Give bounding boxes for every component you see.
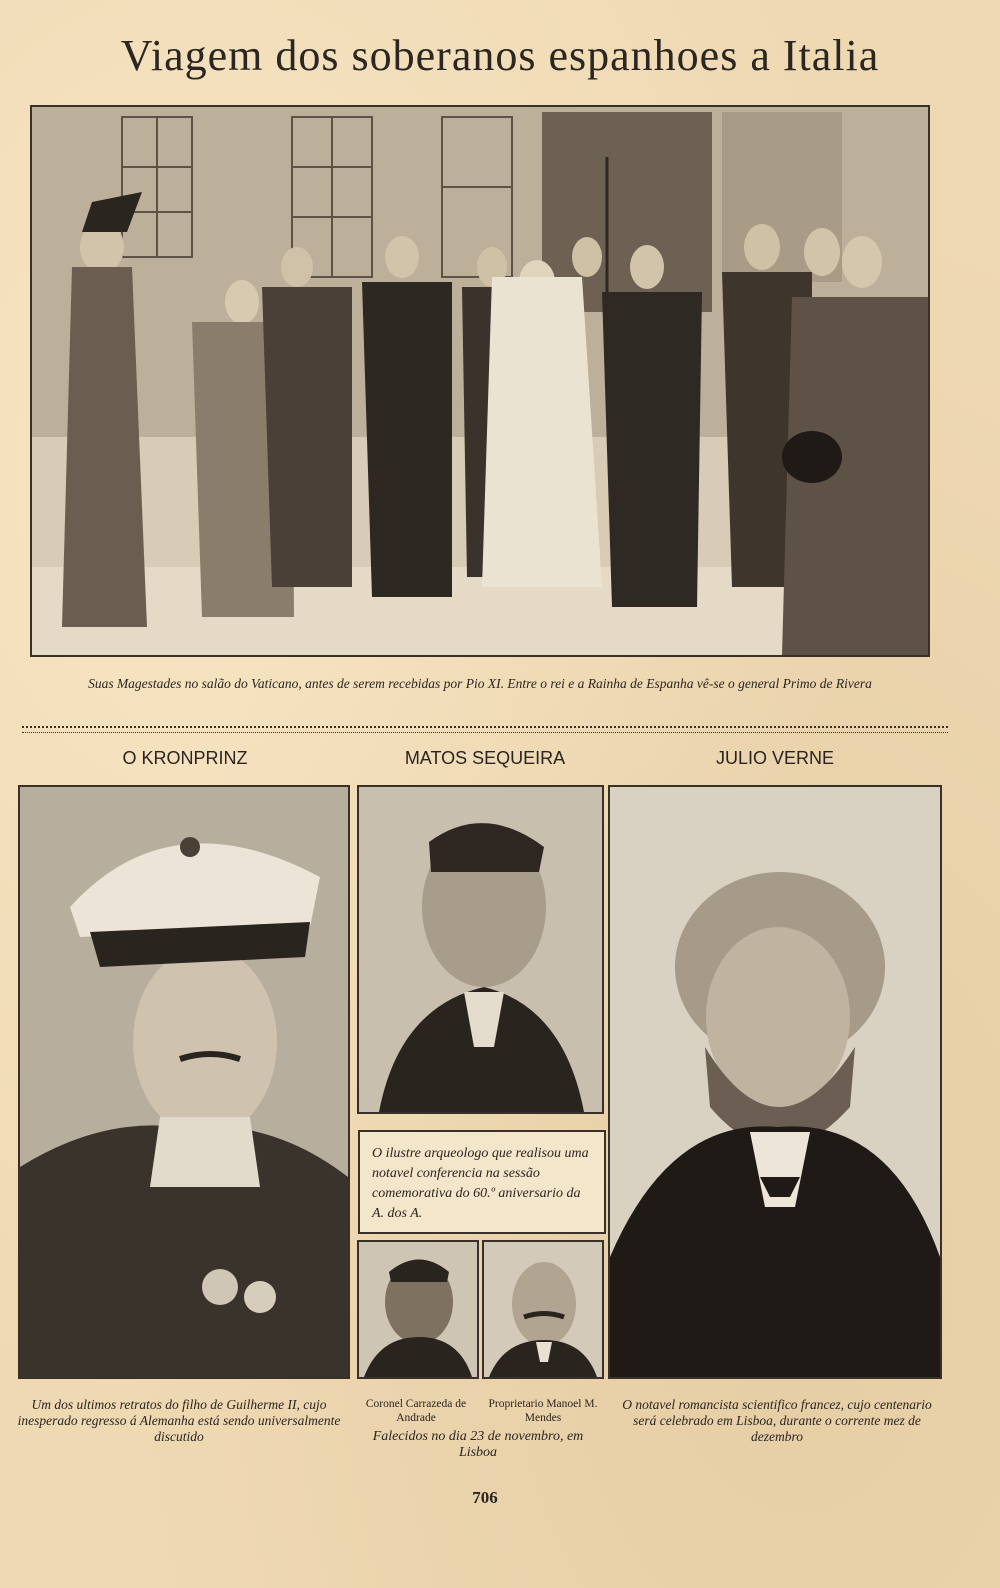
heading-julio-verne: JULIO VERNE [715,748,835,768]
section-divider [22,726,948,733]
heading-matos-sequeira: MATOS SEQUEIRA [404,748,566,768]
matos-sequeira-caption-box [358,1130,606,1234]
carrazeda-name: Coronel Carrazeda de Andrade [365,1398,467,1424]
matos-sequeira-caption: O ilustre arqueologo que realisou uma notavel conferencia na sessão comemorativa do 60.º aniversario da A. dos A. [372,1146,589,1221]
carrazeda-portrait [357,1240,479,1379]
kronprinz-portrait [18,785,350,1379]
top-photo-caption: Suas Magestades no salão do Vaticano, antes de serem recebidas por Pio XI. Entre o rei e a Rainha de Espanha vê-se o general Primo de Rivera [88,676,872,691]
julio-verne-caption: O notavel romancista scientifico francez, cujo centenario será celebrado em Lisboa, durante o corrente mez de dezembro [622,1397,932,1444]
mendes-portrait [482,1240,604,1379]
matos-sequeira-portrait [357,785,604,1114]
mendes-name: Proprietario Manoel M. Mendes [488,1398,598,1424]
kronprinz-caption: Um dos ultimos retratos do filho de Guilherme II, cujo inesperado regresso á Alemanha está sendo universalmente discutido [17,1397,341,1444]
page-number: 706 [472,1488,498,1507]
page-title: Viagem dos soberanos espanhoes a Italia [120,31,880,80]
heading-kronprinz: O KRONPRINZ [122,748,248,768]
vatican-group-photo [30,105,930,657]
julio-verne-portrait [608,785,942,1379]
deceased-caption: Falecidos no dia 23 de novembro, em Lisboa [372,1429,584,1460]
